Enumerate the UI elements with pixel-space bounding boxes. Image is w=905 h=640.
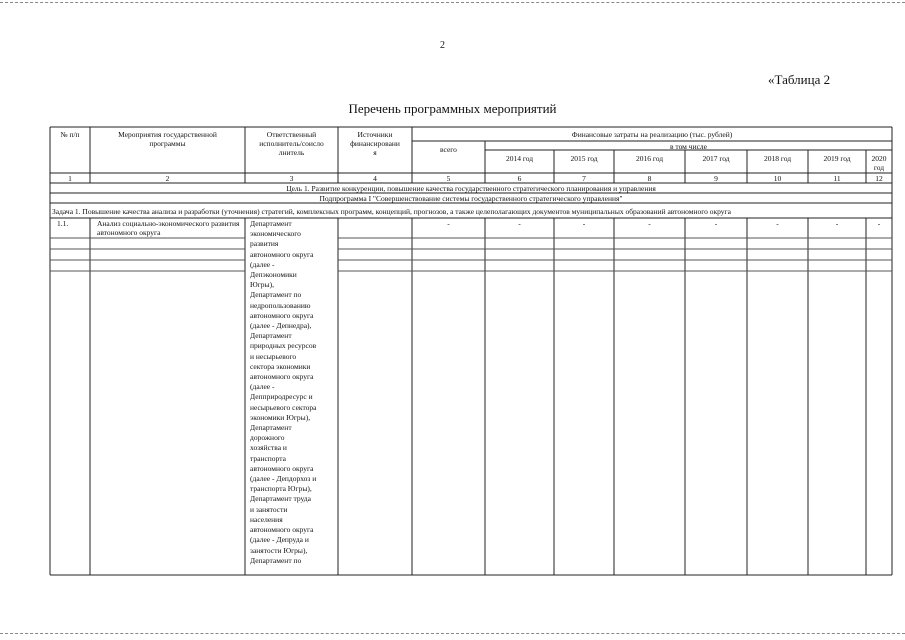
header-activities bbox=[90, 130, 245, 148]
header-costs: Финансовые затраты на реализацию (тыс. рублей) bbox=[571, 130, 733, 139]
col-number: 9 bbox=[714, 174, 718, 183]
header-executor-line2: исполнитель/соисло bbox=[259, 139, 324, 148]
cell-total: - bbox=[447, 219, 450, 228]
header-year-2020: 2020 год bbox=[871, 154, 887, 172]
cell-2018: - bbox=[776, 219, 779, 228]
header-year-2015: 2015 год bbox=[570, 154, 598, 163]
col-number: 8 bbox=[647, 174, 652, 183]
col-number: 10 bbox=[773, 174, 782, 183]
header-sources bbox=[338, 130, 412, 157]
header-year-2014: 2014 год bbox=[505, 154, 534, 163]
header-activities-line2: программы bbox=[149, 139, 186, 148]
col-number: 6 bbox=[517, 174, 522, 183]
page-title: Перечень программных мероприятий bbox=[348, 101, 557, 116]
cell-2020: - bbox=[877, 219, 881, 228]
scan-edge-bottom bbox=[0, 633, 905, 634]
header-year-2019: 2019 год bbox=[823, 154, 851, 163]
subprogram-row: Подпрограмма I "Совершенствование системы государственного стратегического управления" bbox=[319, 194, 623, 203]
cell-2019: - bbox=[835, 219, 839, 228]
col-number: 11 bbox=[833, 174, 841, 183]
col-number: 12 bbox=[875, 174, 883, 183]
cell-2016: - bbox=[648, 219, 651, 228]
cell-2017: - bbox=[714, 219, 718, 228]
header-executor-line3: лнитель bbox=[278, 148, 305, 157]
header-sources-line2: финансировани bbox=[350, 139, 400, 148]
page-number: 2 bbox=[440, 40, 445, 51]
header-year-2017: 2017 год bbox=[702, 154, 730, 163]
header-total: всего bbox=[440, 145, 457, 154]
header-year-2016: 2016 год bbox=[635, 154, 664, 163]
row-executor: Департамент экономического развития автономного округа (далее - Депэкономики Югры), Департамент по недропользованию автономного округа (далее - Депнедра), Департамент природных ресурсов и несырьевого сектора экономики автономного округа (далее - Депприродресурс и несырьевого сектора экономики Югры), Департамент дорожного хозяйства и транспорта автономного округа (далее - Депдорхоз и транспорта Югры), Департамент труда и занятости населения автономного округа (далее - Депруда и занятости Югры), Департамент по bbox=[250, 219, 317, 565]
col-number: 7 bbox=[582, 174, 586, 183]
goal-row: Цель 1. Развитие конкуренции, повышение качества государственного стратегического планирования и управления bbox=[286, 184, 656, 193]
col-number: 4 bbox=[373, 174, 377, 183]
header-executor-line1: Ответственный bbox=[266, 130, 317, 139]
table-reference: «Таблица 2 bbox=[768, 72, 831, 87]
header-sources-line1: Источники bbox=[357, 130, 393, 139]
cell-2015: - bbox=[582, 219, 586, 228]
col-number: 1 bbox=[68, 174, 72, 183]
header-sources-line3: я bbox=[373, 148, 377, 157]
col-number: 2 bbox=[165, 174, 170, 183]
row-activity: Анализ социально-экономического развития автономного округа bbox=[97, 219, 240, 237]
cell-2014: - bbox=[518, 219, 521, 228]
header-activities-line1: Мероприятия государственной bbox=[118, 130, 217, 139]
task-row: Задача 1. Повышение качества анализа и разработки (уточнения) стратегий, комплексных программ, концепций, прогнозов, а также целеполагающих документов муниципальных образований автономного округа bbox=[52, 207, 731, 216]
col-number: 3 bbox=[289, 174, 294, 183]
header-num: № п/п bbox=[60, 130, 80, 139]
col-number: 5 bbox=[446, 174, 451, 183]
row-number: 1.1. bbox=[57, 219, 69, 228]
header-including: в том числе bbox=[669, 142, 707, 151]
header-year-2018: 2018 год bbox=[763, 154, 792, 163]
header-executor bbox=[245, 130, 338, 157]
